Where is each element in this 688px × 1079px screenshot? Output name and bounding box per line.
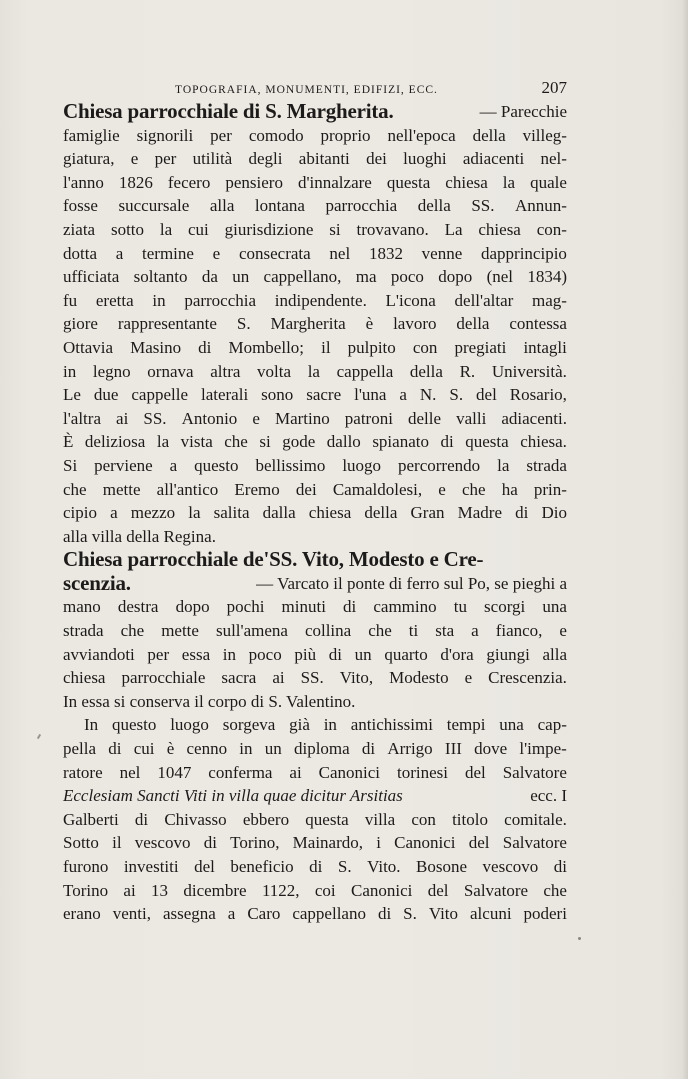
latin-quote: Ecclesiam Sancti Viti in villa quae dicitur Arsitias (63, 786, 403, 806)
ink-speck (37, 734, 41, 739)
text-line: mano destra dopo pochi minuti di cammino tu scorgi una (63, 597, 567, 617)
italic-text-line (63, 784, 567, 808)
section1-heading-line (63, 100, 567, 124)
section2-heading-line2 (63, 572, 567, 596)
text-line: dotta a termine e consecrata nel 1832 venne dapprincipio (63, 243, 567, 263)
section2-heading: Chiesa parrocchiale de'SS. Vito, Modesto e Cre- (63, 547, 484, 572)
text-line: che mette all'antico Eremo dei Camaldolesi, e che ha prin- (63, 479, 567, 499)
text-line: Si perviene a questo bellissimo luogo percorrendo la strada (63, 455, 567, 475)
text-line: alla villa della Regina. (63, 526, 216, 546)
text-line: l'altra ai SS. Antonio e Martino patroni delle valli adiacenti. (63, 408, 567, 428)
text-line: strada che mette sull'amena collina che ti sta a fianco, e (63, 621, 567, 641)
text-line: avviandoti per essa in poco più di un quarto d'ora giungi alla (63, 644, 567, 664)
text-line: In essa si conserva il corpo di S. Valentino. (63, 691, 356, 711)
page-edge (682, 0, 688, 1079)
text-line: giore rappresentante S. Margherita è lavoro della contessa (63, 314, 567, 334)
text-block (63, 78, 567, 926)
ink-speck (578, 937, 581, 940)
text-line: furono investiti del beneficio di S. Vito. Bosone vescovo di (63, 857, 567, 876)
text-line: giatura, e per utilità degli abitanti dei luoghi adiacenti nel- (63, 149, 567, 169)
text-line: Ottavia Masino di Mombello; il pulpito con pregiati intagli (63, 337, 567, 357)
text-line: l'anno 1826 fecero pensiero d'innalzare questa chiesa la quale (63, 172, 567, 192)
text-line: erano venti, assegna a Caro cappellano di S. Vito alcuni poderi (63, 904, 567, 924)
section2-heading-end: scenzia. (63, 570, 131, 595)
text-line: Galberti di Chivasso ebbero questa villa con titolo comitale. (63, 809, 567, 829)
text-line: in legno ornava altra volta la cappella della R. Università. (63, 361, 567, 381)
running-head-title: TOPOGRAFIA, MONUMENTI, EDIFIZI, ECC. (175, 84, 438, 96)
text-line: pella di cui è cenno in un diploma di Arrigo III dove l'impe- (63, 739, 567, 759)
text-line: ratore nel 1047 conferma ai Canonici torinesi del Salvatore (63, 762, 567, 782)
text-line: ziata sotto la cui giurisdizione si trovavano. La chiesa con- (63, 219, 567, 239)
text-line: Sotto il vescovo di Torino, Mainardo, i Canonici del Salvatore (63, 833, 567, 853)
running-head (63, 78, 567, 100)
text-line: fosse succursale alla lontana parrocchia della SS. Annun- (63, 196, 567, 216)
text-line: famiglie signorili per comodo proprio nell'epoca della villeg- (63, 125, 567, 145)
text-fragment: ecc. I (530, 786, 567, 806)
text-line: chiesa parrocchiale sacra ai SS. Vito, Modesto e Crescenzia. (63, 668, 567, 688)
text-line: fu eretta in parrocchia indipendente. L'icona dell'altar mag- (63, 290, 567, 310)
text-line: Torino ai 13 dicembre 1122, coi Canonici del Salvatore che (63, 880, 567, 900)
text-line: È deliziosa la vista che si gode dallo spianato di questa chiesa. (63, 432, 567, 452)
text-line: cipio a mezzo la salita dalla chiesa della Gran Madre di Dio (63, 503, 567, 523)
text-line: ufficiata soltanto da un cappellano, ma poco dopo (nel 1834) (63, 267, 567, 287)
text-line: — Parecchie (479, 102, 567, 121)
text-line: Le due cappelle laterali sono sacre l'una a N. S. del Rosario, (63, 385, 567, 405)
section1-heading: Chiesa parrocchiale di S. Margherita. (63, 99, 394, 123)
text-line: In questo luogo sorgeva già in antichissimi tempi una cap- (84, 715, 567, 735)
page-number: 207 (541, 78, 567, 97)
text-line: — Varcato il ponte di ferro sul Po, se pieghi a (256, 573, 567, 593)
